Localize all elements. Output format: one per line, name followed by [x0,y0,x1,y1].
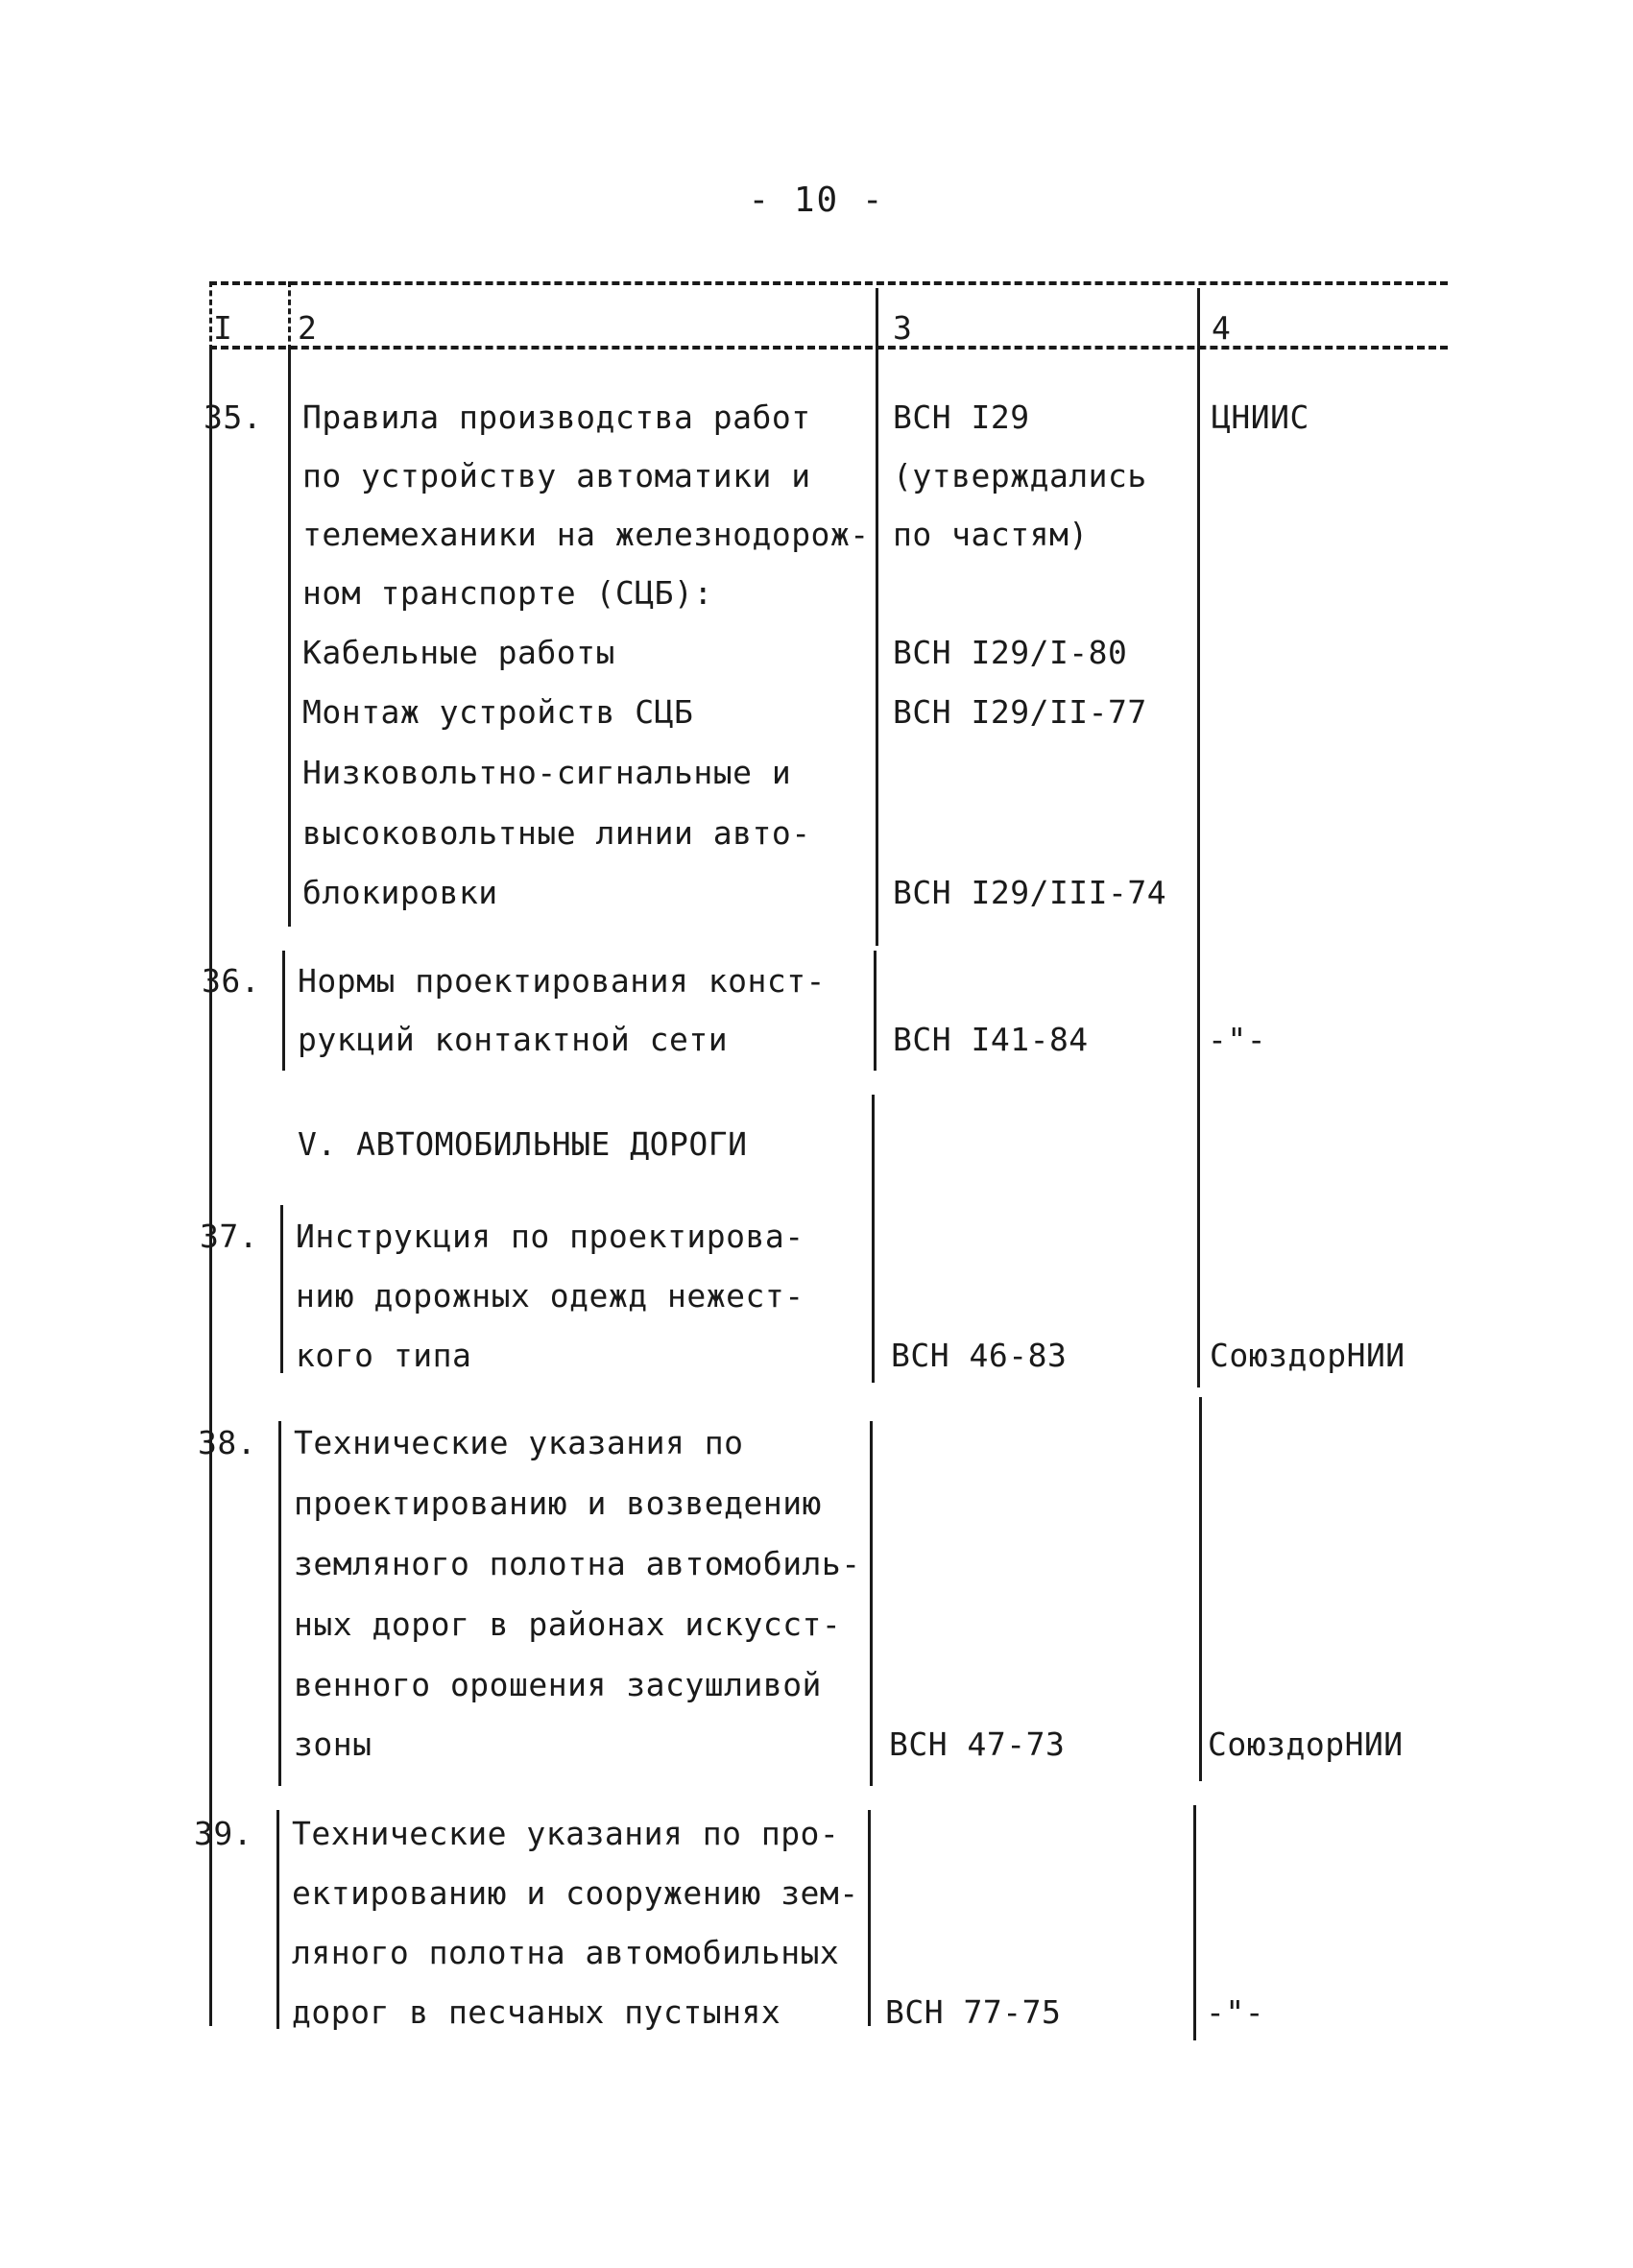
col3-line-a [876,350,878,946]
row-36-title-line-2: рукций контактной сети [298,1021,729,1058]
header-bottom-rule [209,346,1448,350]
row-35-title-line-9: блокировки [302,874,498,911]
row-39-title-line-2: ектированию и сооружению зем- [292,1874,859,1912]
row-35-code-4: ВСН I29/I-80 [893,634,1128,671]
row-39-org: -"- [1206,1993,1265,2031]
section-heading: V. АВТОМОБИЛЬНЫЕ ДОРОГИ [298,1125,748,1163]
row-39-title-line-4: дорог в песчаных пустынях [292,1993,781,2031]
row-39-number: 39. [194,1815,253,1852]
header-col-2: 2 [298,309,318,347]
row-38-title-line-6: зоны [294,1725,372,1763]
col2-line-e [276,1810,279,2029]
row-35-title-line-7: Низковольтно-сигнальные и [302,754,792,791]
col3-line-c [872,1095,875,1383]
row-36-number: 36. [202,962,261,1000]
row-37-title-line-2: нию дорожных одежд нежест- [296,1277,804,1315]
row-38-title-line-5: венного орошения засушливой [294,1666,822,1703]
row-37-number: 37. [200,1218,259,1255]
row-35-code-2: (утверждались [893,457,1147,495]
row-36-org: -"- [1208,1021,1267,1058]
row-38-title-line-4: ных дорог в районах искусст- [294,1605,842,1643]
header-top-rule [209,281,1448,285]
header-col3-left-border [876,288,878,350]
col2-line-c [280,1205,283,1373]
row-35-code-6: ВСН I29/III-74 [893,874,1167,911]
row-39-title-line-3: ляного полотна автомобильных [292,1934,840,1971]
row-35-title-line-1: Правила производства работ [302,398,811,436]
row-35-title-line-2: по устройству автоматики и [302,457,811,495]
col2-line-a [288,350,291,927]
row-38-title-line-1: Технические указания по [294,1424,744,1461]
row-35-title-line-6: Монтаж устройств СЦБ [302,693,694,731]
header-col4-left-border [1197,288,1200,350]
row-37-org: СоюздорНИИ [1210,1337,1405,1374]
row-35-title-line-5: Кабельные работы [302,634,615,671]
page-number: - 10 - [748,181,885,220]
col4-line-a [1197,350,1200,1387]
row-36-code: ВСН I41-84 [893,1021,1089,1058]
row-35-code-5: ВСН I29/II-77 [893,693,1147,731]
row-37-title-line-1: Инструкция по проектирова- [296,1218,804,1255]
row-37-code: ВСН 46-83 [891,1337,1068,1374]
row-39-title-line-1: Технические указания по про- [292,1815,840,1852]
row-35-title-line-3: телемеханики на железнодорож- [302,516,870,553]
row-35-number: 35. [204,398,263,436]
col3-line-d [870,1421,873,1786]
col2-line-b [282,951,285,1071]
row-39-code: ВСН 77-75 [885,1993,1062,2031]
row-35-org: ЦНИИС [1212,398,1309,436]
row-38-title-line-3: земляного полотна автомобиль- [294,1545,861,1582]
row-35-title-line-4: ном транспорте (СЦБ): [302,574,713,612]
col1-left-line [209,350,212,2026]
header-col1-left-border [209,281,212,350]
header-col-1: I [213,309,233,347]
row-35-code-1: ВСН I29 [893,398,1030,436]
row-36-title-line-1: Нормы проектирования конст- [298,962,826,1000]
row-35-code-3: по частям) [893,516,1089,553]
header-col-3: 3 [893,309,913,347]
row-38-code: ВСН 47-73 [889,1725,1066,1763]
row-37-title-line-3: кого типа [296,1337,472,1374]
header-col-4: 4 [1212,309,1232,347]
row-35-title-line-8: высоковольтные линии авто- [302,814,811,852]
header-col2-left-border [288,281,291,350]
row-38-title-line-2: проектированию и возведению [294,1484,822,1522]
col2-line-d [278,1421,281,1786]
col3-line-b [874,951,877,1071]
col4-line-c [1193,1805,1196,2040]
row-38-number: 38. [198,1424,257,1461]
row-38-org: СоюздорНИИ [1208,1725,1404,1763]
col4-line-b [1199,1397,1202,1781]
col3-line-e [868,1810,871,2026]
